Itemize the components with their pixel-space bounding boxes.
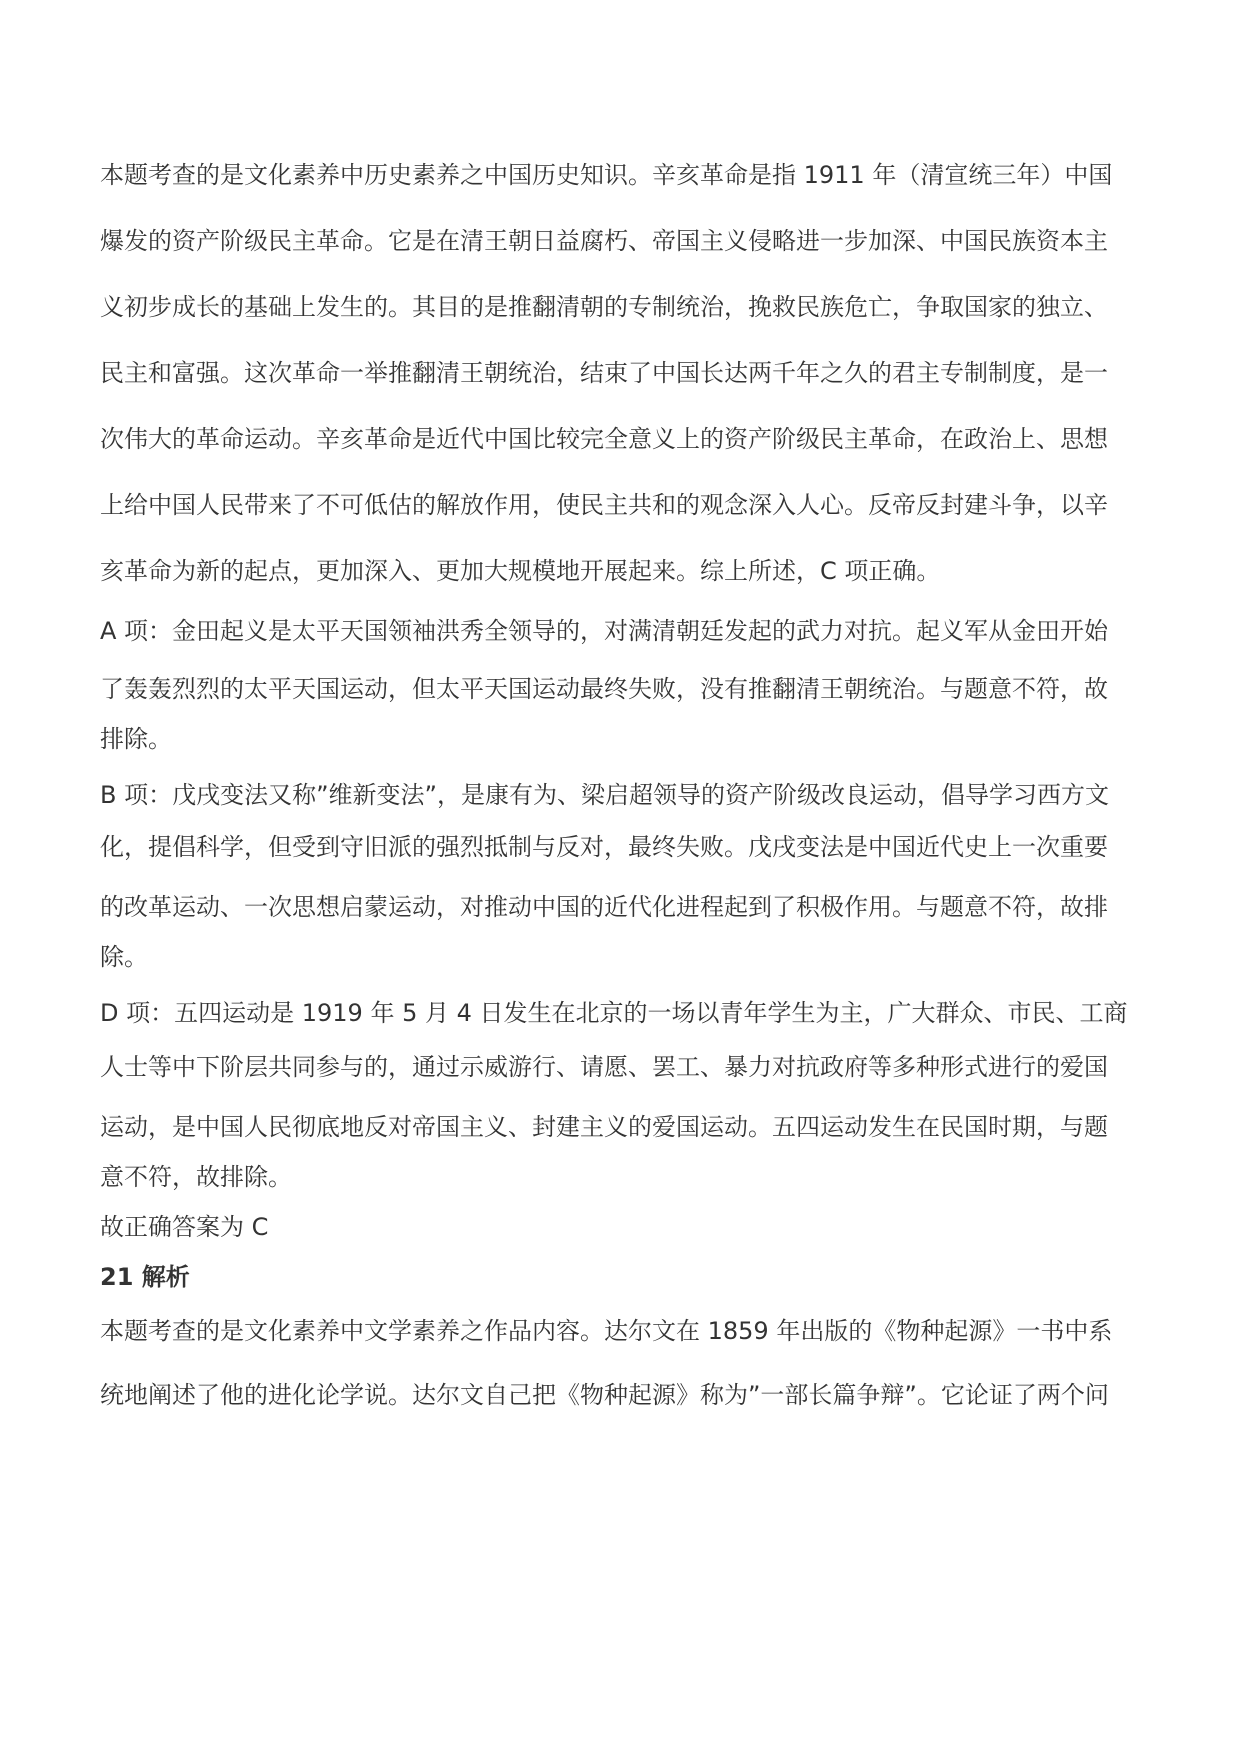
text-line: 了轰轰烈烈的太平天国运动，但太平天国运动最终失败，没有推翻清王朝统治。与题意不符，故 xyxy=(100,675,1108,703)
option-b-paragraph xyxy=(100,778,1150,974)
text-line: 亥革命为新的起点，更加深入、更加大规模地开展起来。综上所述，C 项正确。 xyxy=(100,557,941,585)
text-line: 爆发的资产阶级民主革命。它是在清王朝日益腐朽、帝国主义侵略进一步加深、中国民族资本主 xyxy=(100,227,1108,255)
text-line: A 项：金田起义是太平天国领袖洪秀全领导的，对满清朝廷发起的武力对抗。起义军从金田开始 xyxy=(100,617,1109,645)
section-heading: 21 解析 xyxy=(100,1263,190,1291)
text-line: D 项：五四运动是 1919 年 5 月 4 日发生在北京的一场以青年学生为主，广大群众、市民、工商 xyxy=(100,999,1128,1027)
text-line: 统地阐述了他的进化论学说。达尔文自己把《物种起源》称为”一部长篇争辩”。它论证了两个问 xyxy=(100,1381,1109,1409)
text-line: 上给中国人民带来了不可低估的解放作用，使民主共和的观念深入人心。反帝反封建斗争，以辛 xyxy=(100,491,1108,519)
text-line: 排除。 xyxy=(100,725,172,753)
text-line: 次伟大的革命运动。辛亥革命是近代中国比较完全意义上的资产阶级民主革命，在政治上、思想 xyxy=(100,425,1108,453)
text-line: 化，提倡科学，但受到守旧派的强烈抵制与反对，最终失败。戊戌变法是中国近代史上一次重要 xyxy=(100,833,1108,861)
text-line: 的改革运动、一次思想启蒙运动，对推动中国的近代化进程起到了积极作用。与题意不符，故排 xyxy=(100,893,1108,921)
text-line: 本题考查的是文化素养中历史素养之中国历史知识。辛亥革命是指 1911 年（清宣统三年）中国 xyxy=(100,161,1113,189)
answer-line: 故正确答案为 C xyxy=(100,1213,269,1241)
option-d-paragraph xyxy=(100,996,1150,1194)
text-line: 民主和富强。这次革命一举推翻清王朝统治，结束了中国长达两千年之久的君主专制制度，是一 xyxy=(100,359,1108,387)
intro-paragraph xyxy=(100,158,1150,588)
text-line: 除。 xyxy=(100,943,148,971)
option-a-paragraph xyxy=(100,614,1150,756)
document-body xyxy=(100,158,1150,1412)
text-line: 意不符，故排除。 xyxy=(100,1163,292,1191)
section-21-paragraph xyxy=(100,1314,1150,1412)
text-line: 本题考查的是文化素养中文学素养之作品内容。达尔文在 1859 年出版的《物种起源》一书中系 xyxy=(100,1317,1113,1345)
text-line: B 项：戊戌变法又称”维新变法”，是康有为、梁启超领导的资产阶级改良运动，倡导学习西方文 xyxy=(100,781,1109,809)
text-line: 人士等中下阶层共同参与的，通过示威游行、请愿、罢工、暴力对抗政府等多种形式进行的爱国 xyxy=(100,1053,1108,1081)
text-line: 义初步成长的基础上发生的。其目的是推翻清朝的专制统治，挽救民族危亡，争取国家的独立、 xyxy=(100,293,1108,321)
text-line: 运动，是中国人民彻底地反对帝国主义、封建主义的爱国运动。五四运动发生在民国时期，与题 xyxy=(100,1113,1108,1141)
